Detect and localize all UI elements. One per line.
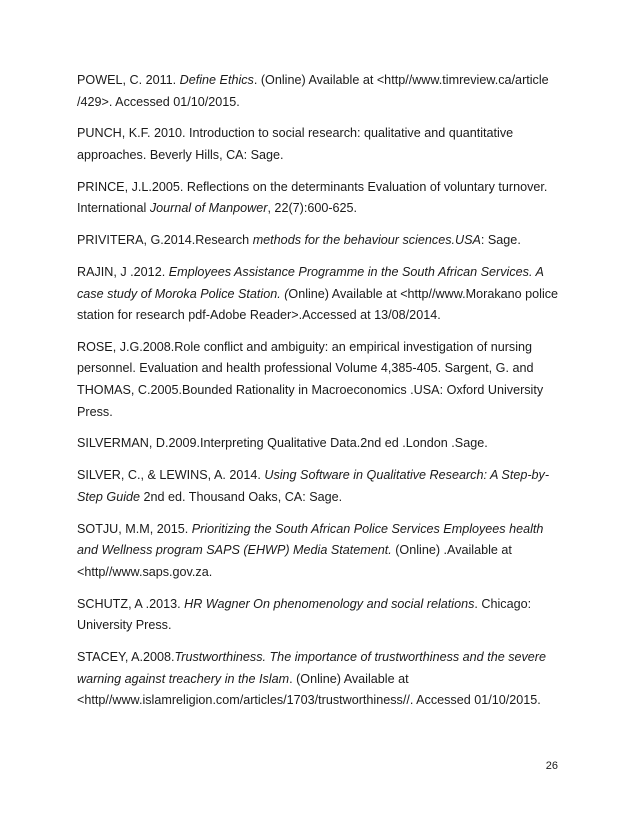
reference-text: . (Online) Available at <http//www.islamreligion.com/articles/1703/trustworthiness//. Accessed 01/10/2015. [77,671,541,708]
reference-italic-text: Employees Assistance Programme in the South African Services. A case study of Moroka Police Station. ( [77,264,544,301]
reference-italic-text: Journal of Manpower [149,201,268,216]
reference-text: SCHUTZ, A .2013. [77,596,185,611]
reference-entry [77,337,567,423]
reference-text: : Sage. [480,233,521,248]
reference-entry [77,519,567,584]
reference-entry [77,647,567,712]
reference-italic-text: methods for the behaviour sciences.USA [252,233,481,248]
reference-entry [77,123,567,166]
reference-text: POWEL, C. 2011. [77,73,180,87]
reference-entry [77,230,567,252]
reference-text: , 22(7):600-625. [267,201,358,216]
reference-text: PUNCH, K.F. 2010. Introduction to social research: qualitative and quantitative approaches. Beverly Hills, CA: Sage. [77,126,514,162]
reference-italic-text: Prioritizing the South African Police Services Employees health and Wellness program SAPS (EHWP) Media Statement. [77,521,544,558]
reference-italic-text: Using Software in Qualitative Research: A Step-by-Step Guide [77,468,550,504]
reference-entry [77,70,567,113]
page-number: 26 [545,760,558,772]
reference-italic-text: Define Ethics [179,73,254,87]
reference-text: SOTJU, M.M, 2015. [77,521,192,536]
reference-text: Online) Available at <http//www.Morakano police station for research pdf-Adobe Reader>.Accessed at 13/08/2014. [77,286,559,323]
reference-text: RAJIN, J .2012. [77,264,169,279]
reference-text: 2nd ed. Thousand Oaks, CA: Sage. [140,489,343,504]
reference-text: . Chicago: University Press. [77,596,532,633]
reference-text: PRIVITERA, G.2014.Research [77,233,253,248]
reference-text: SILVERMAN, D.2009.Interpreting Qualitative Data.2nd ed .London .Sage. [77,436,488,451]
reference-text: SILVER, C., & LEWINS, A. 2014. [77,468,265,483]
reference-entry [77,594,567,637]
reference-text: (Online) .Available at <http//www.saps.gov.za. [77,543,512,579]
reference-text: STACEY, A.2008. [77,649,175,664]
reference-text: ROSE, J.G.2008.Role conflict and ambiguity: an empirical investigation of nursing personnel. Evaluation and health professional Volume 4,385-405. Sargent, G. and THOMAS, C.2005.Bounded Rationality in Macroeconomics .USA: Oxford University Press. [77,339,544,419]
reference-entry [77,177,567,220]
reference-entry [77,433,567,455]
reference-text: PRINCE, J.L.2005. Reflections on the determinants Evaluation of voluntary turnover. International [77,179,548,216]
reference-italic-text: HR Wagner On phenomenology and social relations [184,596,475,611]
reference-entry [77,262,567,327]
reference-list [77,70,567,722]
reference-text: . (Online) Available at <http//www.timreview.ca/article /429>. Accessed 01/10/2015. [77,73,549,109]
reference-italic-text: Trustworthiness. The importance of trustworthiness and the severe warning against treachery in the Islam [77,649,546,686]
reference-entry [77,465,567,508]
